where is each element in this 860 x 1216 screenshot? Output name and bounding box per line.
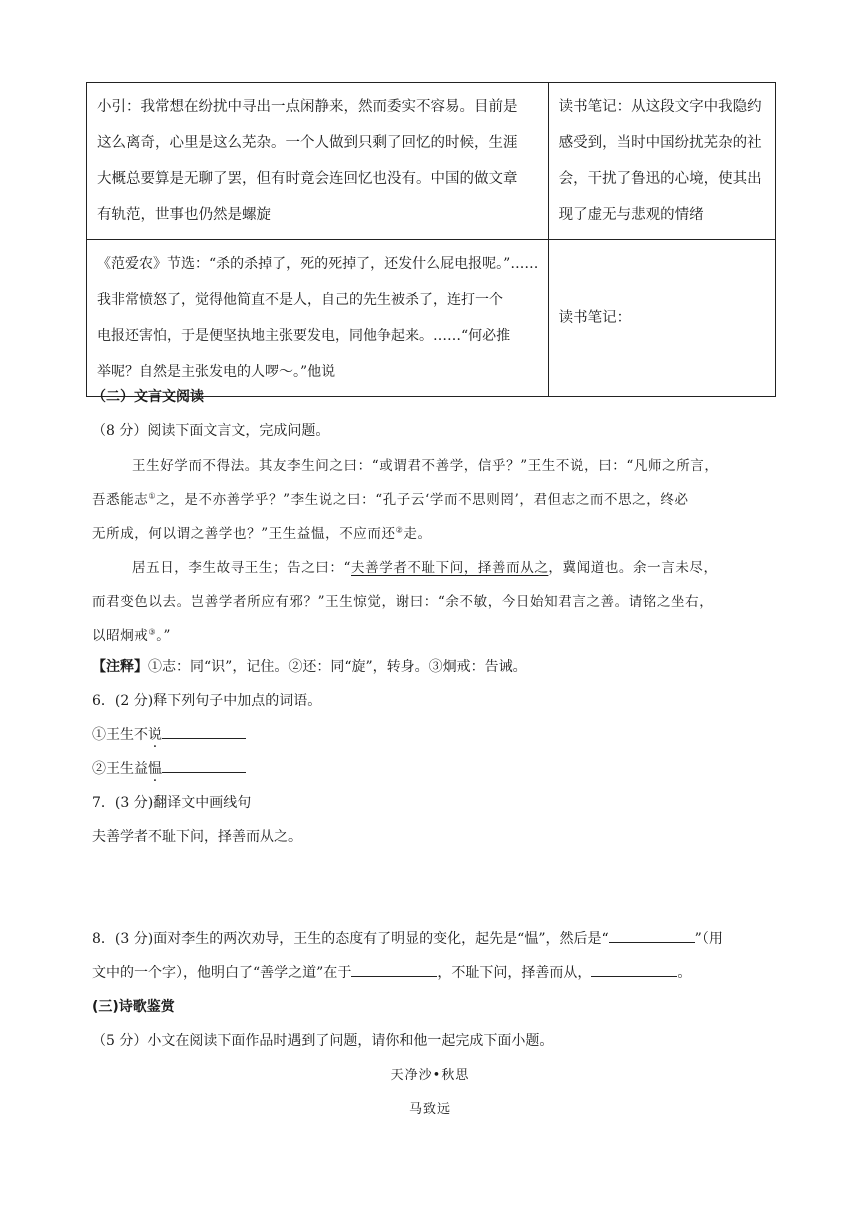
excerpt-line: 《范爱农》节选：“杀的杀掉了，死的死掉了，还发什么屁电报呢。”…… [97,256,539,272]
annotation-label: 【注释】 [92,659,148,675]
section-intro: （5 分）小文在阅读下面作品时遇到了问题，请你和他一起完成下面小题。 [92,1033,554,1049]
excerpt-line: 举呢？自然是主张发电的人啰～。”他说 [97,364,336,380]
excerpt-line: 小引：我常想在纷扰中寻出一点闲静来，然而委实不容易。目前是 [97,99,518,115]
note-line: 读书笔记：从这段文字中我隐约 [558,99,762,115]
text: 居五日，李生故寻王生；告之曰：“ [132,560,352,576]
question-7-sentence: 夫善学者不耻下问，择善而从之。 [92,829,302,845]
question-7-title: 7．(3 分)翻译文中画线句 [92,795,252,811]
dotted-word: 愠 [148,761,162,777]
section-title: (三)诗歌鉴赏 [92,999,175,1015]
text: 之，是不亦善学乎？”李生说之曰：“孔子云‘学而不思则罔’，君但志之而不思之，终必 [156,492,689,508]
answer-blank[interactable] [591,962,677,977]
answer-blank[interactable] [609,928,695,943]
passage-line [92,488,689,508]
text: 走。 [403,526,432,542]
text: ”（用 [694,931,723,947]
answer-blank[interactable] [162,724,246,739]
annotation [92,656,527,676]
note-answer-cell[interactable] [548,240,775,397]
passage-line [92,522,432,542]
answer-blank[interactable] [162,758,246,773]
section-intro: （8 分）阅读下面文言文，完成问题。 [92,423,330,439]
question-6-a [92,724,246,744]
text: ②王生益 [92,761,148,777]
poem-author: 马致远 [408,1102,451,1117]
footnote-mark: ② [395,525,404,535]
text: 无所成，何以谓之善学也？”王生益愠，不应而还 [92,526,396,542]
text: 吾悉能志 [92,492,149,508]
text: ，冀闻道也。余一言未尽， [548,560,718,576]
excerpt-cell [87,83,549,240]
annotation-text: ①志：同“识”，记住。②还：同“旋”，转身。③炯戒：告诫。 [148,659,527,675]
table-row [87,83,776,240]
passage-line: 王生好学而不得法。其友李生问之曰：“或谓君不善学，信乎？”王生不说，曰：“凡师之所言， [132,458,719,474]
passage-line: 而君变色以去。岂善学者所应有邪？”王生惊觉，谢曰：“余不敏，今日始知君言之善。请铭之坐右， [92,594,714,610]
excerpt-line: 电报还害怕，于是便坚执地主张要发电，同他争起来。……“何必推 [97,328,511,344]
question-6-title: 6．(2 分)释下列句子中加点的词语。 [92,693,322,709]
excerpt-cell [87,240,549,397]
passage-line [132,556,718,576]
question-8-line [92,962,691,982]
text: 。 [677,965,692,981]
excerpt-line: 这么离奇，心里是这么芜杂。一个人做到只剩了回忆的时候，生涯 [97,135,518,151]
poem-title: 天净沙•秋思 [390,1068,470,1083]
underlined-sentence: 夫善学者不耻下问，择善而从之 [351,560,549,576]
question-6-b [92,758,246,778]
passage-line [92,624,171,644]
section-title: （二）文言文阅读 [92,389,204,405]
text: ，不耻下问，择善而从， [437,965,592,981]
text: 。” [156,628,172,644]
answer-blank[interactable] [351,962,437,977]
text: ①王生不 [92,727,148,743]
excerpt-line: 我非常愤怒了，觉得他简直不是人，自己的先生被杀了，连打一个 [97,292,503,308]
text: 8．(3 分)面对李生的两次劝导，王生的态度有了明显的变化，起先是“愠”，然后是“ [92,931,609,947]
excerpt-line: 有轨范，世事也仍然是螺旋 [97,207,271,223]
note-label: 读书笔记： [558,310,632,326]
note-cell [548,83,775,240]
note-line: 会，干扰了鲁迅的心境，使其出 [558,171,762,187]
footnote-mark: ① [148,491,157,501]
excerpt-line: 大概总要算是无聊了罢，但有时竟会连回忆也没有。中国的做文章 [97,171,518,187]
footnote-mark: ③ [148,627,157,637]
note-line: 感受到，当时中国纷扰芜杂的社 [558,135,762,151]
text: 文中的一个字），他明白了“善学之道”在于 [92,965,352,981]
note-line: 现了虚无与悲观的情绪 [558,207,704,223]
dotted-word: 说 [148,727,162,743]
table-row [87,240,776,397]
question-8-line [92,928,723,948]
text: 以昭炯戒 [92,628,149,644]
reading-notes-table [86,82,776,397]
